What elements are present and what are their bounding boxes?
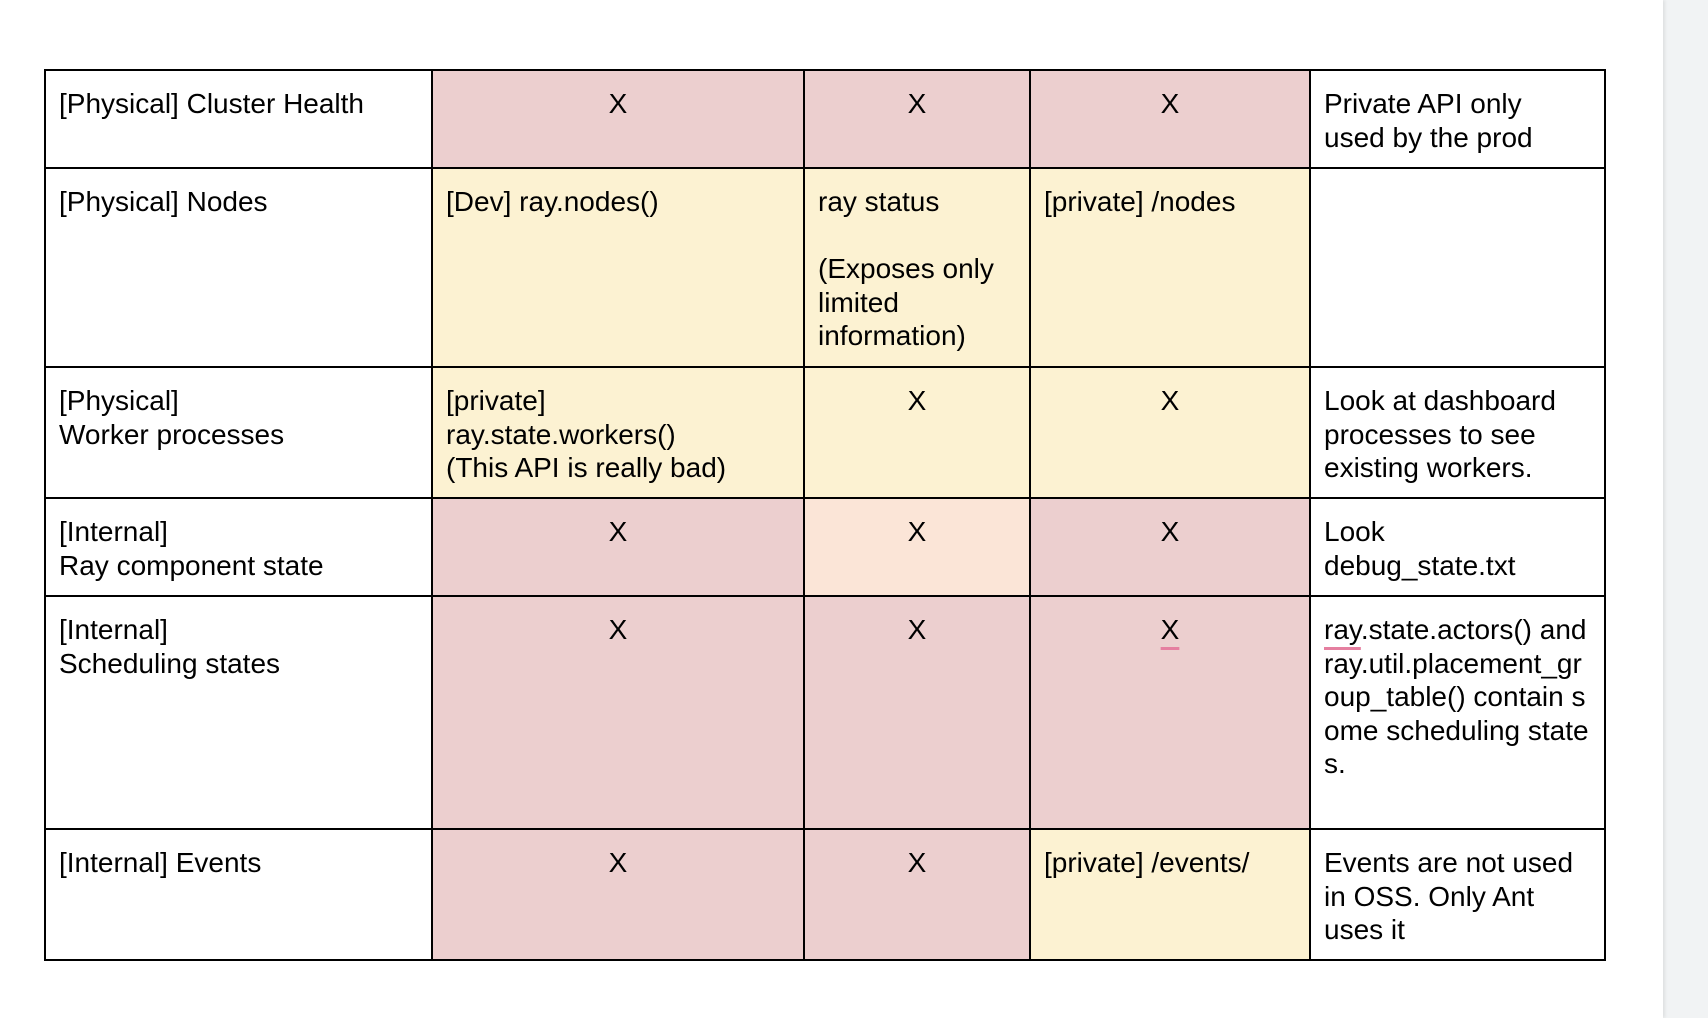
spellcheck-underlined-text: ray: [1324, 614, 1361, 645]
category-cell[interactable]: [Physical] Cluster Health: [45, 70, 432, 168]
table-cell[interactable]: X: [804, 367, 1030, 498]
notes-text: .state.actors() and ray.util.placement_group_table() contain some scheduling states.: [1324, 614, 1589, 779]
table-cell[interactable]: X: [1030, 498, 1310, 596]
notes-cell[interactable]: Private API only used by the prod: [1310, 70, 1605, 168]
table-cell[interactable]: [Dev] ray.nodes(): [432, 168, 804, 367]
table-row: [45, 70, 1605, 168]
table-row: [45, 829, 1605, 960]
table-row: [45, 596, 1605, 829]
table-row: [45, 168, 1605, 367]
comparison-table: [44, 69, 1606, 961]
notes-cell[interactable]: Events are not used in OSS. Only Ant uses it: [1310, 829, 1605, 960]
table-cell[interactable]: X: [804, 596, 1030, 829]
notes-cell[interactable]: [1310, 168, 1605, 367]
table-cell[interactable]: ray status (Exposes only limited information): [804, 168, 1030, 367]
category-cell[interactable]: [Physical] Worker processes: [45, 367, 432, 498]
table-cell[interactable]: [private] ray.state.workers() (This API is really bad): [432, 367, 804, 498]
category-cell[interactable]: [Internal] Scheduling states: [45, 596, 432, 829]
table-cell[interactable]: X: [432, 596, 804, 829]
table-cell[interactable]: X: [432, 829, 804, 960]
category-cell[interactable]: [Internal] Events: [45, 829, 432, 960]
notes-cell[interactable]: Look at dashboard processes to see existing workers.: [1310, 367, 1605, 498]
table-cell[interactable]: [1030, 596, 1310, 829]
table-cell[interactable]: X: [804, 70, 1030, 168]
table-row: [45, 367, 1605, 498]
table-row: [45, 498, 1605, 596]
table-cell[interactable]: X: [432, 70, 804, 168]
category-cell[interactable]: [Internal] Ray component state: [45, 498, 432, 596]
table-cell[interactable]: [private] /nodes: [1030, 168, 1310, 367]
table-cell[interactable]: X: [804, 498, 1030, 596]
table-cell[interactable]: [private] /events/: [1030, 829, 1310, 960]
category-cell[interactable]: [Physical] Nodes: [45, 168, 432, 367]
notes-cell[interactable]: Look debug_state.txt: [1310, 498, 1605, 596]
table-cell[interactable]: X: [804, 829, 1030, 960]
spellcheck-underlined-text: X: [1160, 614, 1180, 645]
table-cell[interactable]: X: [1030, 367, 1310, 498]
table-cell[interactable]: X: [1030, 70, 1310, 168]
table-cell[interactable]: X: [432, 498, 804, 596]
notes-cell[interactable]: [1310, 596, 1605, 829]
